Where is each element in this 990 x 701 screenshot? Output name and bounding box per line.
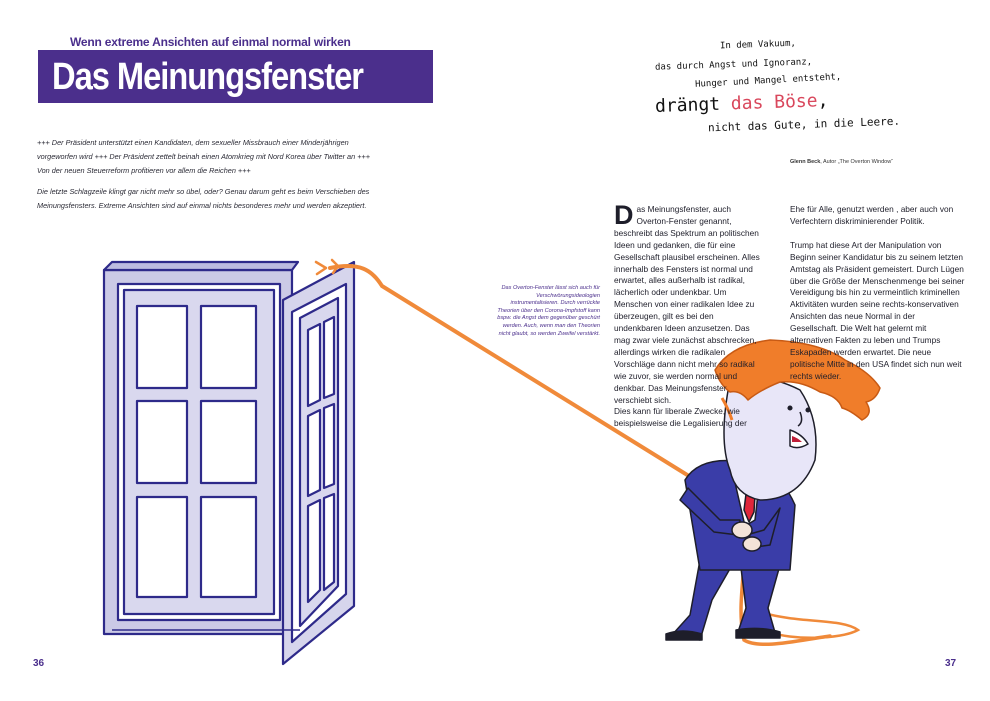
paragraph-text: as Meinungsfenster, auch Overton-Fenster genannt, beschreibt das Spektrum an politischen Ideen und gedanken, die für eine Gesellschaft plausibel erscheinen. Alles innerhalb des Fensters ist normal und erwartet, alles außerhalb ist radikal, lächerlich oder undenkbar. Um Menschen von einer radikalen Idee zu überzeugen, gilt es bei den undenkbaren Ideen anzusetzen. Das mag zwar viele zunächst abschrecken, allerdings wirken die radikalen Vorschläge dann nicht mehr so radikal wie zuvor, sie werden normal und denkbar. Das Meinungsfenster verschiebt sich. [614,204,760,405]
page-number-right: 37 [945,658,957,669]
window-illustration [104,262,354,664]
teaser [37,136,427,220]
teaser-line: Von der neuen Steuerreform profitieren vor allem die Reichen +++ [37,166,251,175]
teaser-line: Meinungsfensters. Extreme Ansichten sind auf einmal nichts besonderes mehr und werden akzeptiert. [37,201,367,210]
page-number-left: 36 [33,658,45,669]
article-column-1 [614,200,764,442]
quote-line: Hunger und Mangel entsteht, [694,72,842,90]
teaser-line: +++ Der Präsident unterstützt einen Kandidaten, dem sexueller Missbrauch einer Minderjährigen [37,138,349,147]
quote-author: Glenn Beck [790,159,821,165]
quote-line: nicht das Gute, in die Leere. [707,114,901,135]
quote-text: , [817,89,829,112]
drop-cap: D [614,200,634,230]
article-column-2 [790,204,965,395]
quote-line: In dem Vakuum, [719,38,797,52]
teaser-intro [37,185,427,213]
paragraph-text: Dies kann für liberale Zwecke, wie beispielsweise die Legalisierung der [614,406,747,429]
kicker: Wenn extreme Ansichten auf einmal normal wirken [70,35,351,49]
teaser-headlines [37,136,427,178]
article-paragraph: Trump hat diese Art der Manipulation von Beginn seiner Kandidatur bis zu seinem letzten Amtstag als Präsident gemeistert. Durch Lügen über die Größe der Menschenmenge bei seiner Vereidigung bis hin zu vermeintlich kriminellen Aktivitäten wurden seine rechts-konservativen Ansichten das neue Normal in der Gesellschaft. Die Welt hat gelernt mit alternativen Fakten zu leben und Trumps Eskapaden werden erwartet. Die neue politische Mitte in den USA findet sich nun weit rechts wieder. [790,239,965,381]
article-paragraph: Ehe für Alle, genutzt werden , aber auch von Verfechtern diskriminierender Politik. [790,204,954,226]
image-caption: Das Overton-Fenster lässt sich auch für Verschwörungsideologien instrumentalisieren. Durch verrückte Theorien über den Corona-Impfstoff kann bspw. die Angst dem gegenüber geschürt werden. Auch, wenn man den Theorien nicht glaubt, so werden Zweifel verstärkt. [497,285,600,337]
page-title: Das Meinungsfenster [52,56,363,98]
quote-highlight: das Böse [730,90,818,115]
quote-line: das durch Angst und Ignoranz, [654,57,813,73]
teaser-line: Die letzte Schlagzeile klingt gar nicht mehr so übel, oder? Genau darum geht es beim Verschieben des [37,187,370,196]
article-paragraph [614,200,764,430]
quote-attribution [790,159,893,165]
teaser-line: vorgeworfen wird +++ Der Präsident zettelt beinah einen Atomkrieg mit Nord Korea über Twitter an +++ [37,152,370,161]
quote-author-role: , Autor „The Overton Window“ [820,159,894,165]
quote-text: drängt [654,93,732,118]
